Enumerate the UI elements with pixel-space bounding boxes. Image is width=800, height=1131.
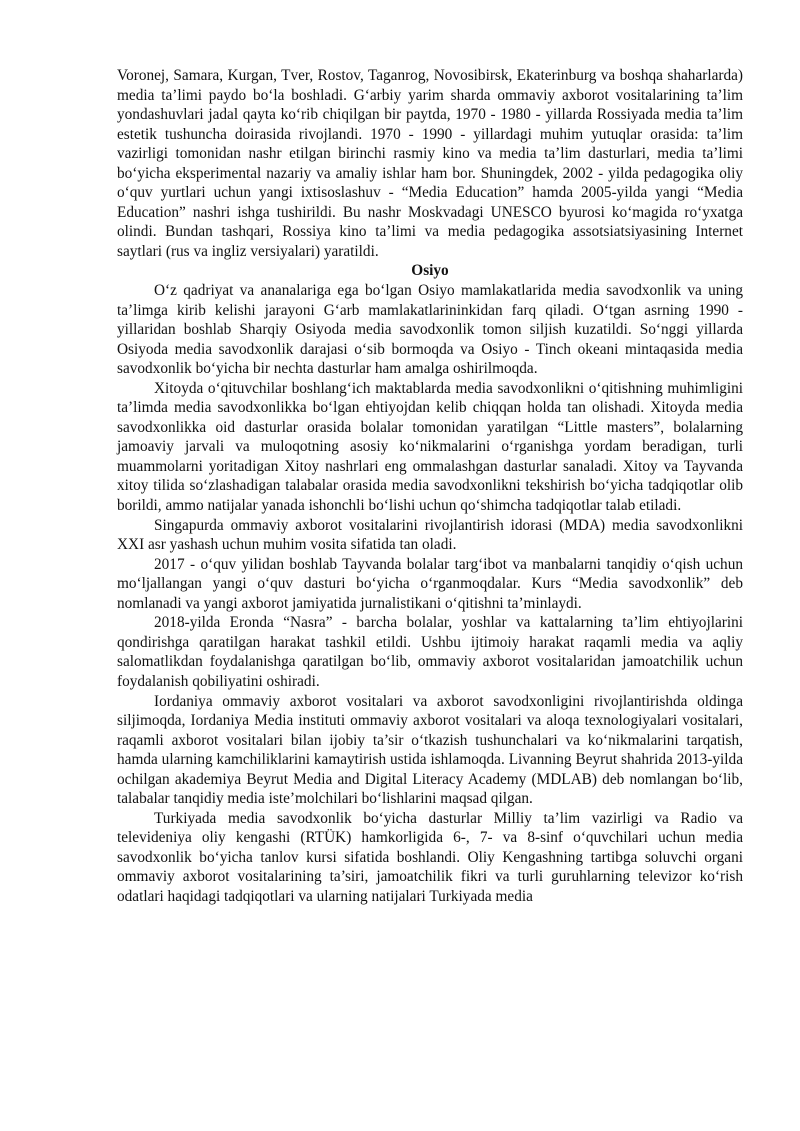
- paragraph-singapore: Singapurda ommaviy axborot vositalarini rivojlantirish idorasi (MDA) media savodxonlikni XXI asr yashash uchun muhim vosita sifatida tan oladi.: [117, 516, 743, 554]
- paragraph-asia-intro: O‘z qadriyat va ananalariga ega bo‘lgan Osiyo mamlakatlarida media savodxonlik va uning ta’limga kirib kelishi jarayoni G‘arb mamlakatlarininkidan farq qiladi. O‘tgan asrning 1990 - yillaridan boshlab Sharqiy Osiyoda media savodxonlik tomon siljish kuzatildi. So‘nggi yillarda Osiyoda media savodxonlik darajasi o‘sib bormoqda va Osiyo - Tinch okeani mintaqasida media savodxonlik bo‘yicha bir nechta dasturlar ham amalga oshirilmoqda.: [117, 282, 743, 378]
- document-page: [117, 66, 743, 907]
- section-heading-asia: Osiyo: [411, 262, 449, 280]
- paragraph-turkey: Turkiyada media savodxonlik bo‘yicha dasturlar Milliy ta’lim vazirligi va Radio va televideniya oliy kengashi (RTÜK) hamkorligida 6-, 7- va 8-sinf o‘quvchilari uchun media savodxonlik bo‘yicha tanlov kursi sifatida boshlandi. Oliy Kengashning tartibga soluvchi organi ommaviy axborot vositalarining ta’siri, jamoatchilik fikri va turli guruhlarning televizor ko‘rish odatlari haqidagi tadqiqotlari va ularning natijalari Turkiyada media: [117, 809, 743, 905]
- paragraph-iran: 2018-yilda Eronda “Nasra” - barcha bolalar, yoshlar va kattalarning ta’lim ehtiyojlarini qondirishga qaratilgan harakat tashkil etildi. Ushbu ijtimoiy harakat raqamli media va aqliy salomatlikdan foydalanishga qaratilgan bo‘lib, ommaviy axborot vositalaridan jamoatchilik uchun foydalanish qobiliyatini oshiradi.: [117, 614, 743, 690]
- paragraph-jordan-lebanon: Iordaniya ommaviy axborot vositalari va axborot savodxonligini rivojlantirishda oldinga siljimoqda, Iordaniya Media instituti ommaviy axborot vositalari va aloqa texnologiyalari vositalari, raqamli axborot vositalari bilan ijobiy ta’sir o‘tkazish tushunchalari va ko‘nikmalarini tarqatish, hamda ularning kamchiliklarini kamaytirish ustida ishlamoqda. Livanning Beyrut shahrida 2013-yilda ochilgan akademiya Beyrut Media and Digital Literacy Academy (MDLAB) deb nomlangan bo‘lib, talabalar tanqidiy media iste’molchilari bo‘lishlarini maqsad qilgan.: [117, 692, 743, 808]
- paragraph-russia-continued: Voronej, Samara, Kurgan, Tver, Rostov, Taganrog, Novosibirsk, Ekaterinburg va boshqa shaharlarda) media ta’limi paydo bo‘la boshladi. G‘arbiy yarim sharda ommaviy axborot vositalarining ta’lim yondashuvlari jadal qayta ko‘rib chiqilgan bir paytda, 1970 - 1980 - yillarda Rossiyada media ta’lim estetik tushuncha doirasida rivojlandi. 1970 - 1990 - yillardagi muhim yutuqlar orasida: ta’lim vazirligi tomonidan nashr etilgan birinchi rasmiy kino va media ta’lim dasturlari, media ta’limi bo‘yicha eksperimental nazariy va amaliy ishlar ham bor. Shuningdek, 2002 - yilda pedagogika oliy o‘quv yurtlari uchun yangi ixtisoslashuv - “Media Education” hamda 2005-yilda yangi “Media Education” nashri ishga tushirildi. Bu nashr Moskvadagi UNESCO byurosi ko‘magida ro‘yxatga olindi. Bundan tashqari, Rossiya kino ta’limi va media pedagogika assotsiatsiyasining Internet saytlari (rus va ingliz versiyalari) yaratildi.: [117, 67, 743, 260]
- paragraph-china: Xitoyda o‘qituvchilar boshlang‘ich maktablarda media savodxonlikni o‘qitishning muhimligini ta’limda media savodxonlikka bo‘lgan ehtiyojdan kelib chiqqan holda tan olishadi. Xitoyda media savodxonlikka oid dasturlar orasida bolalar tomonidan yaratilgan “Little masters”, bolalarning jamoaviy jarvali va muloqotning asosiy ko‘nikmalarini o‘rganishga yordam beradigan, turli muammolarni yoritadigan Xitoy nashrlari eng ommalashgan dasturlar sanaladi. Xitoy va Tayvanda xitoy tilida so‘zlashadigan talabalar orasida media savodxonlikni tekshirish bo‘yicha tadqiqotlar olib borildi, ammo natijalar yanada ishonchli bo‘lishi uchun qo‘shimcha tadqiqotlar talab etiladi.: [117, 379, 743, 515]
- paragraph-taiwan: 2017 - o‘quv yilidan boshlab Tayvanda bolalar targ‘ibot va manbalarni tanqidiy o‘qish uchun mo‘ljallangan yangi o‘quv dasturi bo‘yicha o‘rganmoqdalar. Kurs “Media savodxonlik” deb nomlanadi va yangi axborot jamiyatida jurnalistikani o‘qitishni ta’minlaydi.: [117, 555, 743, 612]
